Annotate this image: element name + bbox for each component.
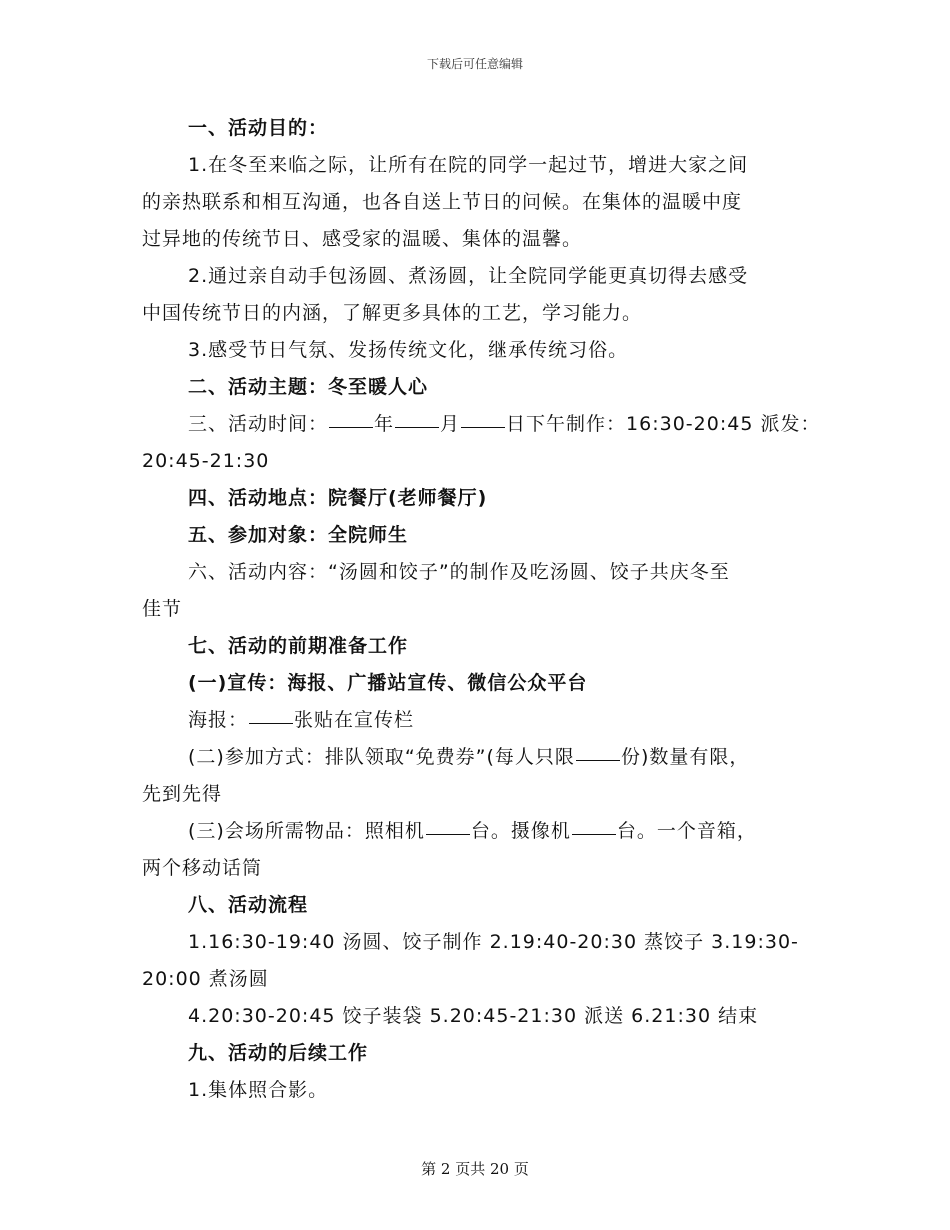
document-body: [142, 110, 821, 1109]
paragraph-line: 3.感受节日气氛、发扬传统文化，继承传统习俗。: [188, 339, 629, 361]
paragraph-line: 1.在冬至来临之际，让所有在院的同学一起过节，增进大家之间: [188, 154, 749, 176]
section-heading-1: 一、活动目的：: [188, 117, 329, 139]
section-heading-4: 四、活动地点：院餐厅(老师餐厅): [188, 487, 488, 509]
participation-line: [142, 739, 812, 776]
paragraph-line: 佳节: [142, 598, 183, 620]
blank-underline: [249, 722, 293, 724]
text-segment: (三)会场所需物品：照相机: [188, 820, 425, 842]
paragraph-line: 六、活动内容：“汤圆和饺子”的制作及吃汤圆、饺子共庆冬至: [188, 561, 730, 583]
text-segment: 三、活动时间：: [188, 413, 329, 435]
section-heading-8: 八、活动流程: [188, 894, 309, 916]
text-segment: 张贴在宣传栏: [294, 709, 415, 731]
page-footer: 第 2 页共 20 页: [421, 1160, 529, 1178]
text-segment: (二)参加方式：排队领取“免费券”(每人只限: [188, 746, 575, 768]
poster-line: [142, 702, 812, 739]
text-segment: 海报：: [188, 709, 249, 731]
blank-underline: [329, 426, 373, 428]
paragraph-line: 1.集体照合影。: [188, 1079, 329, 1101]
text-segment: 台。摄像机: [470, 820, 571, 842]
paragraph-line: 20:45-21:30: [142, 450, 270, 472]
page-header: 下载后可任意编辑: [426, 57, 523, 71]
section-heading-2: 二、活动主题：冬至暖人心: [188, 376, 429, 398]
text-segment: 年: [374, 413, 395, 435]
paragraph-line: 2.通过亲自动手包汤圆、煮汤圆，让全院同学能更真切得去感受: [188, 265, 749, 287]
paragraph-line: 中国传统节日的内涵，了解更多具体的工艺，学习能力。: [142, 302, 643, 324]
section-heading-9: 九、活动的后续工作: [188, 1042, 369, 1064]
paragraph-line: 过异地的传统节日、感受家的温暖、集体的温馨。: [142, 228, 583, 250]
blank-underline: [426, 833, 470, 835]
text-segment: 台。一个音箱，: [616, 820, 757, 842]
paragraph-line: 两个移动话筒: [142, 857, 263, 879]
blank-underline: [461, 426, 505, 428]
text-segment: 月: [440, 413, 461, 435]
blank-underline: [395, 426, 439, 428]
paragraph-line: 的亲热联系和相互沟通，也各自送上节日的问候。在集体的温暖中度: [142, 191, 743, 213]
subsection-heading: (一)宣传：海报、广播站宣传、微信公众平台: [188, 672, 588, 694]
section-heading-5: 五、参加对象：全院师生: [188, 524, 409, 546]
paragraph-line: 4.20:30-20:45 饺子装袋 5.20:45-21:30 派送 6.21:30 结束: [188, 1005, 759, 1027]
text-segment: 份)数量有限，: [620, 746, 750, 768]
blank-underline: [572, 833, 616, 835]
blank-underline: [576, 759, 620, 761]
paragraph-line: 先到先得: [142, 783, 223, 805]
activity-time-line: [142, 406, 821, 443]
paragraph-line: 20:00 煮汤圆: [142, 968, 269, 990]
paragraph-line: 1.16:30-19:40 汤圆、饺子制作 2.19:40-20:30 蒸饺子 3.19:30-: [188, 931, 799, 953]
text-segment: 日下午制作：16:30-20:45 派发：: [506, 413, 821, 435]
equipment-line: [142, 813, 812, 850]
section-heading-7: 七、活动的前期准备工作: [188, 635, 409, 657]
